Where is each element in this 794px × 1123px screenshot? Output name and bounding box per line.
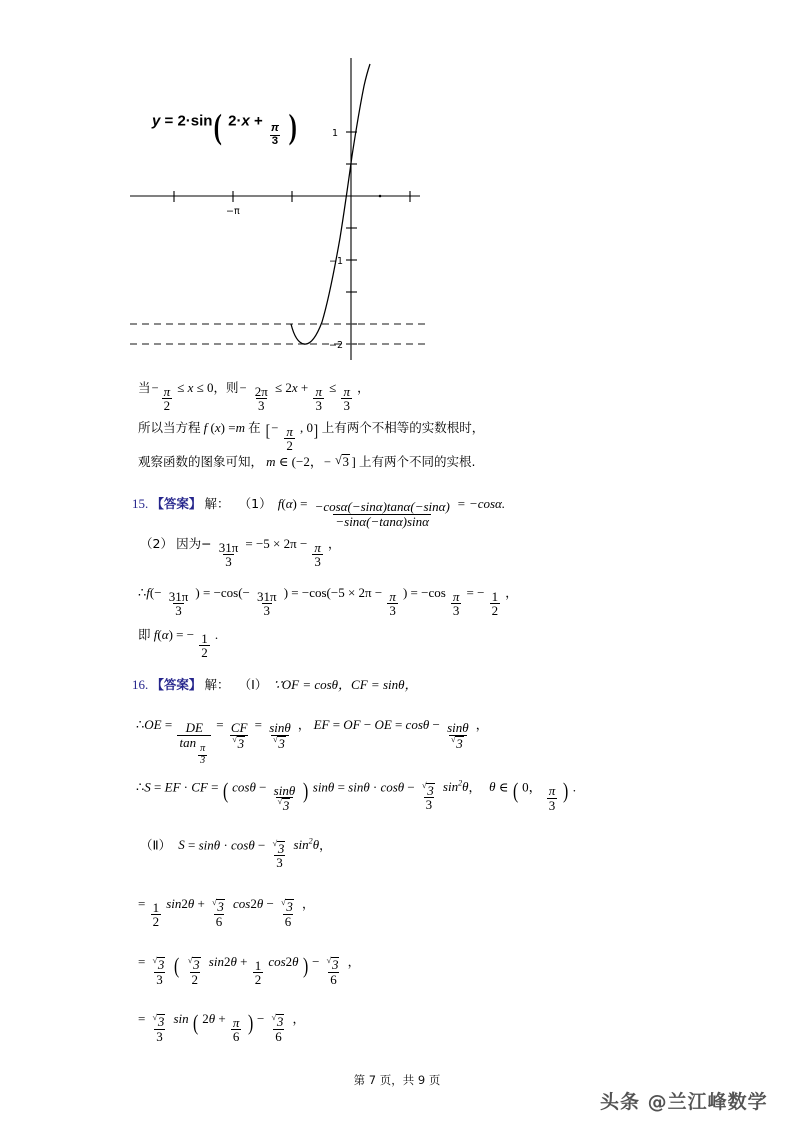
answer-16-line2: ∴OE = DE tan $\frac{\pi}{3}$ = CF √ 3 = sinθ √ 3 ， EF = OF − OE = cosθ − sinθ √ 3 ， [136,718,488,766]
sine-curve [291,64,370,344]
answer-15-part2-end: ， [328,536,341,551]
answer-15-frac-den: −sinα(−tanα)sinα [335,513,429,529]
answer-16-tag: 【答案】 [151,677,202,692]
answer-16-part1-label: （Ⅰ） [238,677,268,692]
answer-16-line6: = √ $\frac{3}{3}$ ( √ $\frac{3}{2}$ sin2θ + $\frac{1}{2}$ cos2θ ) − √ $\frac{3}{6}$ ， [138,955,360,987]
answer-15-part2-rhs: = −5 × 2π − [245,536,308,551]
answer-15-line2: （2） 因为− $\frac{31\pi}{3}$ = −5 × 2π − $\frac{\pi}{3}$ ， [140,536,341,570]
function-graph-figure [130,50,430,360]
x-axis-dot [379,195,382,198]
sol14-line3: 观察函数的图象可知， m ∈ (−2，− √ 3 ] 上有两个不同的实根. [138,454,475,469]
answer-16-line4: （Ⅱ） S = sinθ · cosθ − √ $\frac{3}{3}$ $\sin^2\theta$， [140,838,332,870]
sol14-line1: 当− $\frac{\pi}{2}$ ≤ x ≤ 0，则− $\frac{2\pi}{3}$ ≤ 2x + $\frac{\pi}{3}$ ≤ $\frac{\pi}{3}$ ， [138,380,370,414]
watermark: 头条 @兰江峰数学 [600,1091,768,1113]
graph-equation-label: y = 2·sin( 2·x + $\frac{\pi}{3}$ ) [152,108,298,147]
answer-15-line4: 即 f(α) = − $\frac{1}{2}$ . [138,627,219,661]
answer-15-part1-label: （1） [238,496,272,511]
answer-15-part2-label: （2） [140,536,173,551]
answer-16-number: 16. [132,677,149,692]
answer-16-line7: = √ $\frac{3}{3}$ sin ( 2θ + $\frac{\pi}{6}$ ) − √ $\frac{3}{6}$ ， [138,1012,305,1044]
answer-16-line1 [132,678,418,692]
answer-16-part2-label: （Ⅱ） [140,837,172,853]
graph-svg [130,50,430,360]
answer-15-line3: ∴f(− $\frac{31\pi}{3}$ ) = −cos(− $\frac{31\pi}{3}$ ) = −cos(−5 × 2π − $\frac{\pi}{3}$ ) = −cos $\frac{\pi}{3}$ = − $\frac{1}{2}$ ， [138,585,518,619]
answer-15-tag: 【答案】 [151,496,202,511]
answer-15-solve: 解： [204,496,230,511]
answer-16-line5: = $\frac{1}{2}$ sin2θ + √ $\frac{3}{6}$ cos2θ − √ $\frac{3}{6}$ ， [138,897,315,929]
answer-15-part2-text: 因为− [176,536,212,551]
answer-15-result: = −cosα. [456,496,506,511]
x-tick-label-neg-pi: −π [226,206,240,217]
y-tick-label-neg-2: −2 [328,340,343,351]
answer-15-line1: 15. 【答案】 解： （1） f(α) = $\frac{-\cos\alpha(-\sin\alpha)\tan\alpha(-\sin\alpha)}{-\sin\alpha(-\tan\alpha)\sin\alpha}$ = −cosα. [132,496,506,529]
answer-16-solve: 解： [204,677,230,692]
answer-16-part1-text: ∵OF = cosθ，CF = sinθ， [273,677,418,692]
answer-15-frac-num: −cosα(−sinα)tanα(−sinα) [314,499,450,515]
y-tick-label-1: 1 [331,128,338,139]
y-tick-label-neg-1: −1 [328,256,343,267]
answer-15-number: 15. [132,496,149,511]
answer-16-line3: ∴S = EF · CF = ( cosθ − sinθ √ 3 ) sinθ = sinθ · cosθ − √ $\frac{3}{3}$ $\sin^2\theta$， θ ∈ ( 0， $\frac{\pi}{3}$ ) . [136,780,576,813]
sol14-line2: 所以当方程 f (x) =m 在 [ − $\frac{\pi}{2}$ , 0] 上有两个不相等的实数根时， [138,420,485,454]
page-footer: 第 7 页，共 9 页 [353,1073,441,1087]
